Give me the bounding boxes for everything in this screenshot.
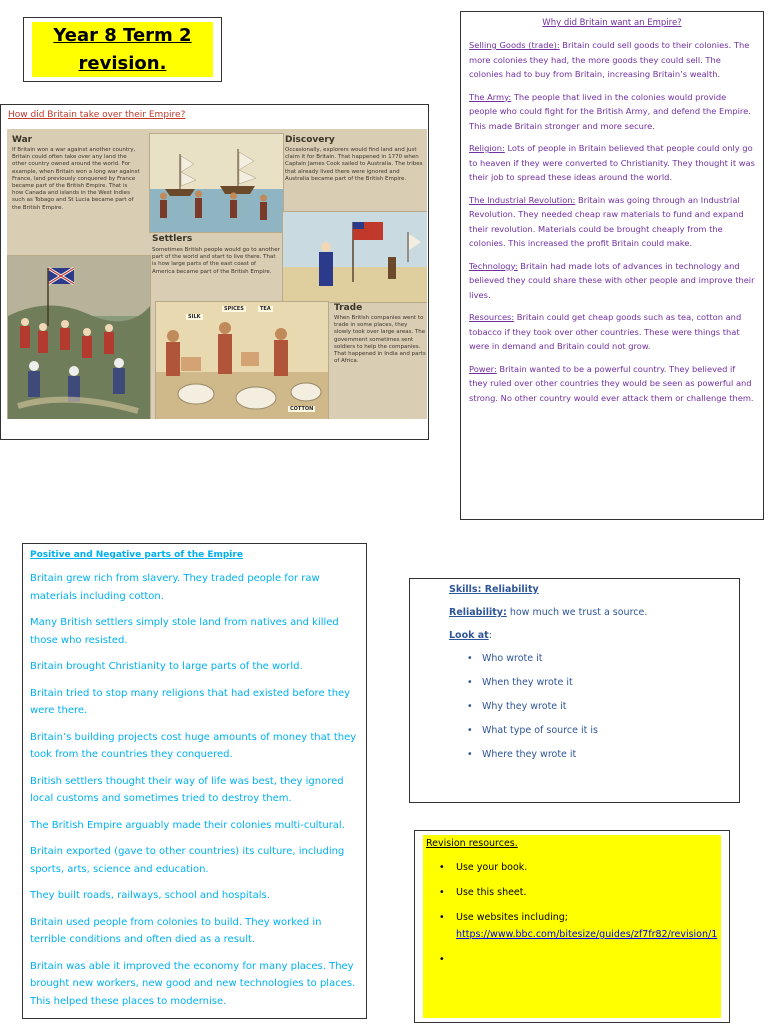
websites-text: Use websites including; <box>456 912 569 923</box>
why-heading-industrial: The Industrial Revolution: <box>469 194 576 205</box>
bbc-bitesize-link[interactable]: https://www.bbc.com/bitesize/guides/zf7fr82/revision/1 <box>456 929 718 940</box>
why-heading-trade: Selling Goods (trade): <box>469 40 560 50</box>
poster-settlers-title: Settlers <box>152 234 193 244</box>
skills-title: Skills: Reliability <box>449 584 539 595</box>
look-at-label: Look at <box>449 630 489 641</box>
look-at-colon: : <box>488 630 492 641</box>
pn-item: Britain exported (gave to other countries) its culture, including sports, arts, science and education. <box>30 846 345 875</box>
list-item: • Use this sheet. <box>439 884 718 901</box>
label-cotton: COTTON <box>290 406 314 412</box>
look-at-line <box>449 630 739 641</box>
list-item <box>439 909 718 943</box>
revision-highlight <box>423 835 721 1018</box>
pn-item: Britain’s building projects cost huge amounts of money that they took from the countries they conquered. <box>30 731 357 760</box>
pn-item: Britain was able it improved the economy for many places. They brought new workers, new good and new technologies to places. This helped these places to modernise. <box>30 960 356 1007</box>
captain-cook-illustration <box>282 211 427 303</box>
poster-settlers-text: Sometimes British people would go to another part of the world and start to live there. That is how large parts of the east coast of America became part of the British Empire. <box>152 247 280 275</box>
reliability-definition <box>449 607 739 618</box>
poster-discovery-title: Discovery <box>285 135 335 145</box>
list-item: • Who wrote it <box>467 653 739 664</box>
why-item-industrial <box>469 193 755 251</box>
why-item-technology <box>469 259 755 303</box>
revision-list <box>426 859 718 943</box>
title-line-2: revision. <box>78 52 167 74</box>
pn-item: Many British settlers simply stole land from natives and killed those who resisted. <box>30 617 339 646</box>
pn-item: Britain used people from colonies to build. They worked in terrible conditions and often died as a result. <box>30 916 322 945</box>
empire-poster-image <box>7 129 427 419</box>
revision-title: Revision resources. <box>426 838 518 849</box>
empire-image-heading: How did Britain take over their Empire? <box>8 110 186 120</box>
positive-negative-title: Positive and Negative parts of the Empire <box>30 550 243 560</box>
why-text-army: The people that lived in the colonies would provide people who could fight for the British Army, and defend the Empire. This made Britain stronger and more secure. <box>469 91 751 131</box>
title-highlight <box>32 22 213 77</box>
reliability-text: how much we trust a source. <box>506 607 648 618</box>
title-line-1: Year 8 Term 2 <box>53 24 192 46</box>
skills-reliability-box <box>409 578 740 803</box>
why-heading-resources: Resources: <box>469 312 515 322</box>
list-item: • When they wrote it <box>467 677 739 688</box>
why-item-trade <box>469 38 755 82</box>
pn-item: Britain brought Christianity to large parts of the world. <box>30 661 303 672</box>
war-battle-illustration <box>7 255 151 419</box>
pn-item: Britain tried to stop many religions that had existed before they were there. <box>30 687 351 716</box>
trade-goods-illustration <box>155 301 329 419</box>
positive-negative-box <box>22 543 367 1019</box>
why-text-power: Britain wanted to be a powerful country. They believed if they ruled over other countries they would be seen as powerful and strong. No other country would ever attack them or challenge them. <box>469 363 754 403</box>
pn-item: British settlers thought their way of life was best, they ignored local customs and sometimes tried to destroy them. <box>30 775 344 804</box>
empire-image-panel <box>0 104 429 440</box>
why-item-religion <box>469 141 755 185</box>
why-heading-technology: Technology: <box>469 260 518 271</box>
why-heading-power: Power: <box>469 363 497 374</box>
poster-war-title: War <box>12 135 33 145</box>
list-item: • Why they wrote it <box>467 701 739 712</box>
why-heading-army: The Army: <box>469 91 512 102</box>
reliability-label: Reliability: <box>449 607 507 618</box>
reliability-checklist <box>449 653 739 760</box>
why-empire-title: Why did Britain want an Empire? <box>542 18 682 28</box>
why-text-technology: Britain had made lots of advances in technology and believed they could share these with other people and improve their lives. <box>469 260 755 300</box>
poster-trade-title: Trade <box>334 303 363 313</box>
list-item: • Where they wrote it <box>467 749 739 760</box>
pn-item: They built roads, railways, school and hospitals. <box>30 890 270 901</box>
title-box <box>23 17 222 82</box>
why-item-resources <box>469 310 755 354</box>
list-item: • What type of source it is <box>467 725 739 736</box>
why-item-army <box>469 90 755 134</box>
poster-trade-text: When British companies went to trade in some places, they slowly took over large areas. The government sometimes sent soldiers to help the companies. That happened in India and parts of Africa. <box>334 315 426 365</box>
label-spices: SPICES <box>224 306 244 312</box>
why-text-industrial: Britain was going through an Industrial Revolution. They needed cheap raw materials to fund and expand their revolution. Materials could be brought cheaply from the colonies. This increased the profit Britain could make. <box>469 194 744 248</box>
revision-resources-box <box>414 830 730 1023</box>
label-silk: SILK <box>188 314 201 320</box>
why-item-power <box>469 362 755 406</box>
why-text-resources: Britain could get cheap goods such as tea, cotton and tobacco if they took over other countries. These were things that were in demand and Britain could not grow. <box>469 312 742 351</box>
list-item: • Use your book. <box>439 859 718 876</box>
colonists-ships-illustration <box>149 133 284 233</box>
pn-item: Britain grew rich from slavery. They traded people for raw materials including cotton. <box>30 573 320 602</box>
why-text-religion: Lots of people in Britain believed that people could only go to heaven if they were converted to Christianity. They thought it was their job to spread these ideas around the world. <box>469 143 755 182</box>
why-text-trade: Britain could sell goods to their colonies. The more colonies they had, the more goods they could sell. The colonies had to buy from Britain, increasing Britain’s wealth. <box>469 40 750 79</box>
poster-war-text: If Britain won a war against another country, Britain could often take over any land the other country owned around the world. For example, when Britain won a long war against France, land previously conquered by France became part of the British Empire. That is how Canada and islands in the West Indies such as Tobago and St Lucia became part of the British Empire. <box>12 147 140 211</box>
poster-discovery-text: Occasionally, explorers would find land and just claim it for Britain. That happened in 1770 when Captain James Cook sailed to Australia. The tribes that already lived there were ignored and Australia became part of the British Empire. <box>285 147 423 182</box>
why-empire-box <box>460 11 764 520</box>
why-heading-religion: Religion: <box>469 143 505 153</box>
pn-item: The British Empire arguably made their colonies multi-cultural. <box>30 819 345 831</box>
label-tea: TEA <box>260 306 271 312</box>
